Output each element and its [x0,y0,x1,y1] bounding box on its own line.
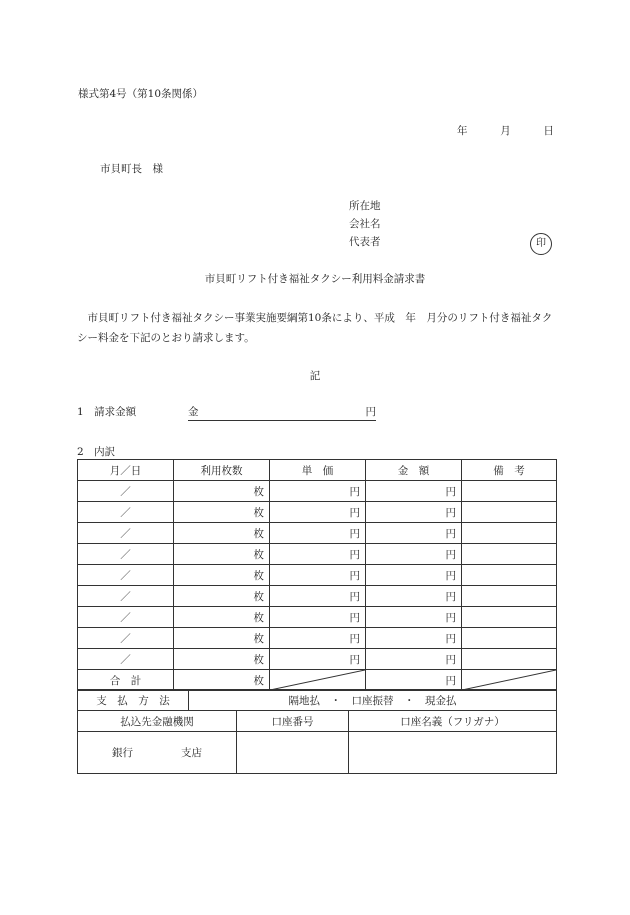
amount-yen: 円 [365,406,376,418]
cell-remarks[interactable] [462,628,557,649]
total-label: 合 計 [78,670,174,691]
cell-amount[interactable]: 円 [366,565,462,586]
cell-remarks[interactable] [462,607,557,628]
cell-unit-price[interactable]: 円 [270,649,366,670]
cell-sheets[interactable]: 枚 [174,586,270,607]
cell-amount[interactable]: 円 [366,544,462,565]
cell-remarks[interactable] [462,649,557,670]
diagonal-line [462,670,556,690]
cell-date[interactable]: ／ [78,565,174,586]
bank-field[interactable] [78,732,237,774]
cell-remarks[interactable] [462,502,557,523]
cell-sheets[interactable]: 枚 [174,628,270,649]
cell-sheets[interactable]: 枚 [174,544,270,565]
cell-unit-price[interactable]: 円 [270,523,366,544]
cell-amount[interactable]: 円 [366,628,462,649]
cell-unit-price[interactable]: 円 [270,586,366,607]
table-row [78,586,557,607]
cell-remarks[interactable] [462,481,557,502]
cell-amount[interactable]: 円 [366,649,462,670]
header-amount: 金 額 [366,460,462,481]
cell-date[interactable]: ／ [78,628,174,649]
bank-table [77,710,557,774]
amount-field [188,404,376,421]
cell-unit-price[interactable]: 円 [270,628,366,649]
cell-sheets[interactable]: 枚 [174,481,270,502]
cell-sheets[interactable]: 枚 [174,502,270,523]
cell-remarks[interactable] [462,544,557,565]
cell-date[interactable]: ／ [78,607,174,628]
payment-method-label: 支 払 方 法 [78,690,189,711]
table-row [78,607,557,628]
total-row [78,670,557,691]
breakdown-header-row [78,460,557,481]
cell-date[interactable]: ／ [78,502,174,523]
header-remarks: 備 考 [462,460,557,481]
account-holder-field[interactable] [349,732,557,774]
addressee: 市貝町長 様 [100,163,163,175]
body-text: 市貝町リフト付き福祉タクシー事業実施要綱第10条により、平成 年 月分のリフト付き福祉タクシー料金を下記のとおり請求します。 [77,312,553,344]
document-title: 市貝町リフト付き福祉タクシー利用料金請求書 [204,273,426,285]
cell-amount[interactable]: 円 [366,481,462,502]
table-row [78,649,557,670]
cell-sheets[interactable]: 枚 [174,607,270,628]
cell-unit-price[interactable]: 円 [270,502,366,523]
seal-mark: 印 [530,233,552,255]
cell-unit-price[interactable]: 円 [270,544,366,565]
date-month: 月 [500,125,511,137]
cell-sheets[interactable]: 枚 [174,565,270,586]
cell-remarks[interactable] [462,586,557,607]
table-row [78,523,557,544]
sender-representative-label: 代表者 [349,236,381,248]
total-remarks-crossed [462,670,557,691]
cell-unit-price[interactable]: 円 [270,607,366,628]
requested-amount [77,404,376,421]
header-account-number: 口座番号 [237,711,349,732]
cell-date[interactable]: ／ [78,586,174,607]
diagonal-line [270,670,365,690]
cell-amount[interactable]: 円 [366,523,462,544]
total-amount[interactable]: 円 [366,670,462,691]
date-year: 年 [457,125,468,137]
account-number-field[interactable] [237,732,349,774]
table-row [78,565,557,586]
sender-block [349,197,381,251]
payment-method-table [77,689,557,711]
total-sheets[interactable]: 枚 [174,670,270,691]
cell-remarks[interactable] [462,565,557,586]
header-unit-price: 単 価 [270,460,366,481]
breakdown-label: 2 内訳 [77,446,116,458]
bank-suffix: 銀行 [112,747,133,759]
ki-heading: 記 [309,370,321,382]
cell-unit-price[interactable]: 円 [270,481,366,502]
table-row [78,628,557,649]
payment-method-options[interactable]: 隔地払 ・ 口座振替 ・ 現金払 [189,690,557,711]
amount-kin: 金 [188,406,199,418]
header-sheets: 利用枚数 [174,460,270,481]
sender-location-label: 所在地 [349,200,381,212]
cell-unit-price[interactable]: 円 [270,565,366,586]
table-row [78,481,557,502]
header-account-holder: 口座名義（フリガナ） [349,711,557,732]
cell-date[interactable]: ／ [78,544,174,565]
total-unit-price-crossed [270,670,366,691]
header-bank: 払込先金融機関 [78,711,237,732]
cell-sheets[interactable]: 枚 [174,649,270,670]
header-date: 月／日 [78,460,174,481]
cell-amount[interactable]: 円 [366,502,462,523]
breakdown-table [77,459,557,691]
date-line [457,123,554,138]
cell-amount[interactable]: 円 [366,607,462,628]
cell-date[interactable]: ／ [78,649,174,670]
amount-label: 1 請求金額 [77,406,137,418]
form-number: 様式第4号（第10条関係） [78,88,204,100]
cell-date[interactable]: ／ [78,523,174,544]
table-row [78,502,557,523]
date-day: 日 [543,125,554,137]
cell-sheets[interactable]: 枚 [174,523,270,544]
cell-date[interactable]: ／ [78,481,174,502]
cell-remarks[interactable] [462,523,557,544]
table-row [78,544,557,565]
cell-amount[interactable]: 円 [366,586,462,607]
sender-company-label: 会社名 [349,218,381,230]
branch-suffix: 支店 [181,747,202,759]
